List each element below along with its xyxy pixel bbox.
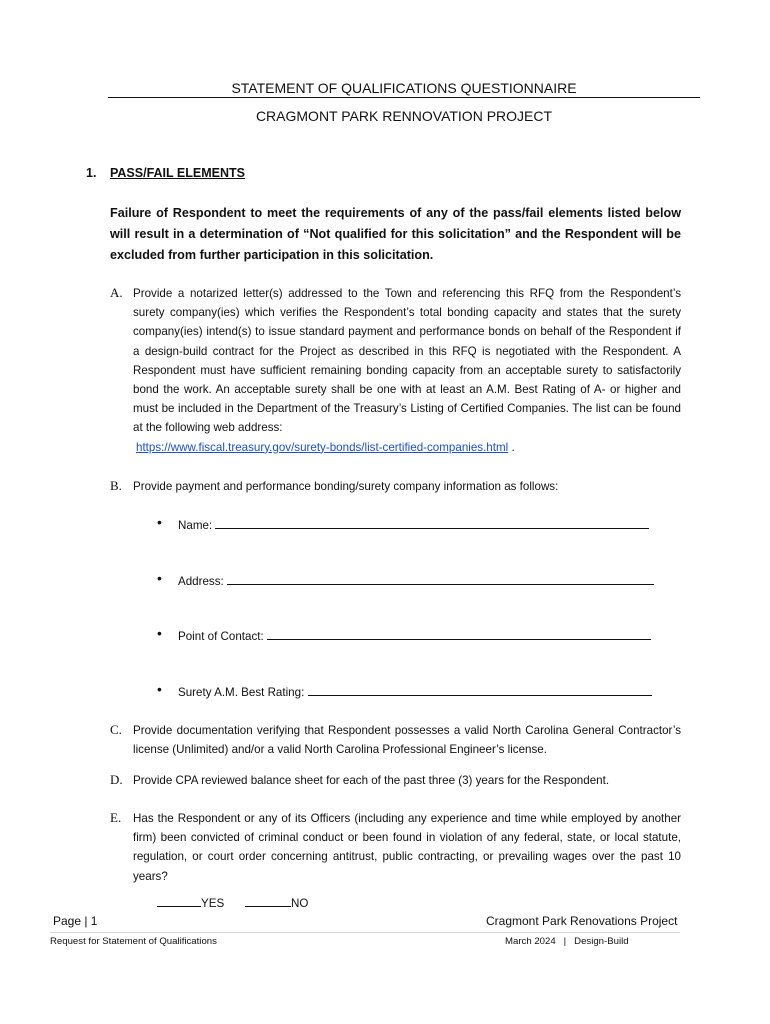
- address-field[interactable]: [227, 573, 654, 585]
- footer-doc-type: Request for Statement of Qualifications: [50, 936, 217, 947]
- item-a-text: Provide a notarized letter(s) addressed to the Town and referencing this RFQ from the Respondent’s surety company(ies) which verifies the Respondent’s total bonding capacity and states that the surety company(ies) intend(s) to issue standard payment and performance bonds on behalf of the Respondent if a design-build contract for the Project as described in this RFQ is negotiated with the Respondent. A Respondent must have sufficient remaining bonding capacity from an acceptable surety to satisfactorily bond the work. An acceptable surety shall be one with at least an A.M. Best Rating of A- or higher and must be included in the Department of the Treasury’s Listing of Certified Companies. The list can be found at the following web address:: [133, 287, 681, 435]
- footer-date: March 2024 | Design-Build: [505, 936, 629, 947]
- item-e-letter: E.: [110, 810, 122, 825]
- rating-field[interactable]: [308, 684, 652, 696]
- item-a-body: [133, 284, 681, 457]
- footer-divider: [50, 932, 680, 933]
- item-b-letter: B.: [110, 478, 122, 493]
- yes-label: YES: [201, 897, 225, 910]
- address-label: Address:: [178, 575, 227, 588]
- bullet-name: [157, 514, 677, 533]
- document-header: [108, 80, 700, 125]
- section-heading: [86, 166, 245, 180]
- document-subtitle: CRAGMONT PARK RENNOVATION PROJECT: [255, 108, 553, 124]
- contact-field[interactable]: [267, 628, 651, 640]
- name-label: Name:: [178, 519, 216, 532]
- document-title: STATEMENT OF QUALIFICATIONS QUESTIONNAIRE: [108, 80, 700, 98]
- contact-label: Point of Contact:: [178, 630, 267, 643]
- yes-field[interactable]: [157, 895, 201, 907]
- section-number: 1.: [86, 166, 97, 180]
- treasury-link[interactable]: https://www.fiscal.treasury.gov/surety-bonds/list-certified-companies.html: [136, 440, 509, 454]
- item-b-text: Provide payment and performance bonding/surety company information as follows:: [133, 480, 559, 493]
- item-a-link-line: [136, 438, 681, 457]
- item-c-letter: C.: [110, 722, 122, 737]
- bullet-icon: •: [157, 570, 162, 586]
- bullet-icon: •: [157, 625, 162, 641]
- yes-option: [157, 894, 224, 913]
- no-field[interactable]: [245, 895, 291, 907]
- bullet-rating: [157, 681, 677, 700]
- item-d-letter: D.: [110, 772, 123, 787]
- link-suffix: .: [508, 440, 515, 454]
- item-c-text: Provide documentation verifying that Respondent possesses a valid North Carolina General Contractor’s license (Unlimited) and/or a valid North Carolina Professional Engineer’s license.: [133, 724, 681, 757]
- bullet-address: [157, 570, 677, 589]
- item-e-text: Has the Respondent or any of its Officers (including any experience and time while employed by another firm) been convicted of criminal conduct or been found in violation of any federal, state, or local statute, regulation, or court order concerning antitrust, public contracting, or prevailing wages over the past 10 years?: [133, 812, 681, 883]
- footer-project-name: Cragmont Park Renovations Project: [486, 914, 678, 928]
- no-option: [245, 894, 308, 913]
- bullet-icon: •: [157, 514, 162, 530]
- name-field[interactable]: [215, 517, 649, 529]
- pass-fail-warning: Failure of Respondent to meet the requirements of any of the pass/fail elements listed below will result in a determination of “Not qualified for this solicitation” and the Respondent will be excluded from further participation in this solicitation.: [110, 206, 681, 262]
- section-title: PASS/FAIL ELEMENTS: [110, 166, 245, 180]
- item-a-letter: A.: [110, 285, 123, 300]
- page-number: Page | 1: [53, 914, 98, 928]
- no-label: NO: [291, 897, 309, 910]
- item-d-text: Provide CPA reviewed balance sheet for each of the past three (3) years for the Respondent.: [133, 774, 610, 787]
- rating-label: Surety A.M. Best Rating:: [178, 686, 308, 699]
- bullet-contact: [157, 625, 677, 644]
- bullet-icon: •: [157, 681, 162, 697]
